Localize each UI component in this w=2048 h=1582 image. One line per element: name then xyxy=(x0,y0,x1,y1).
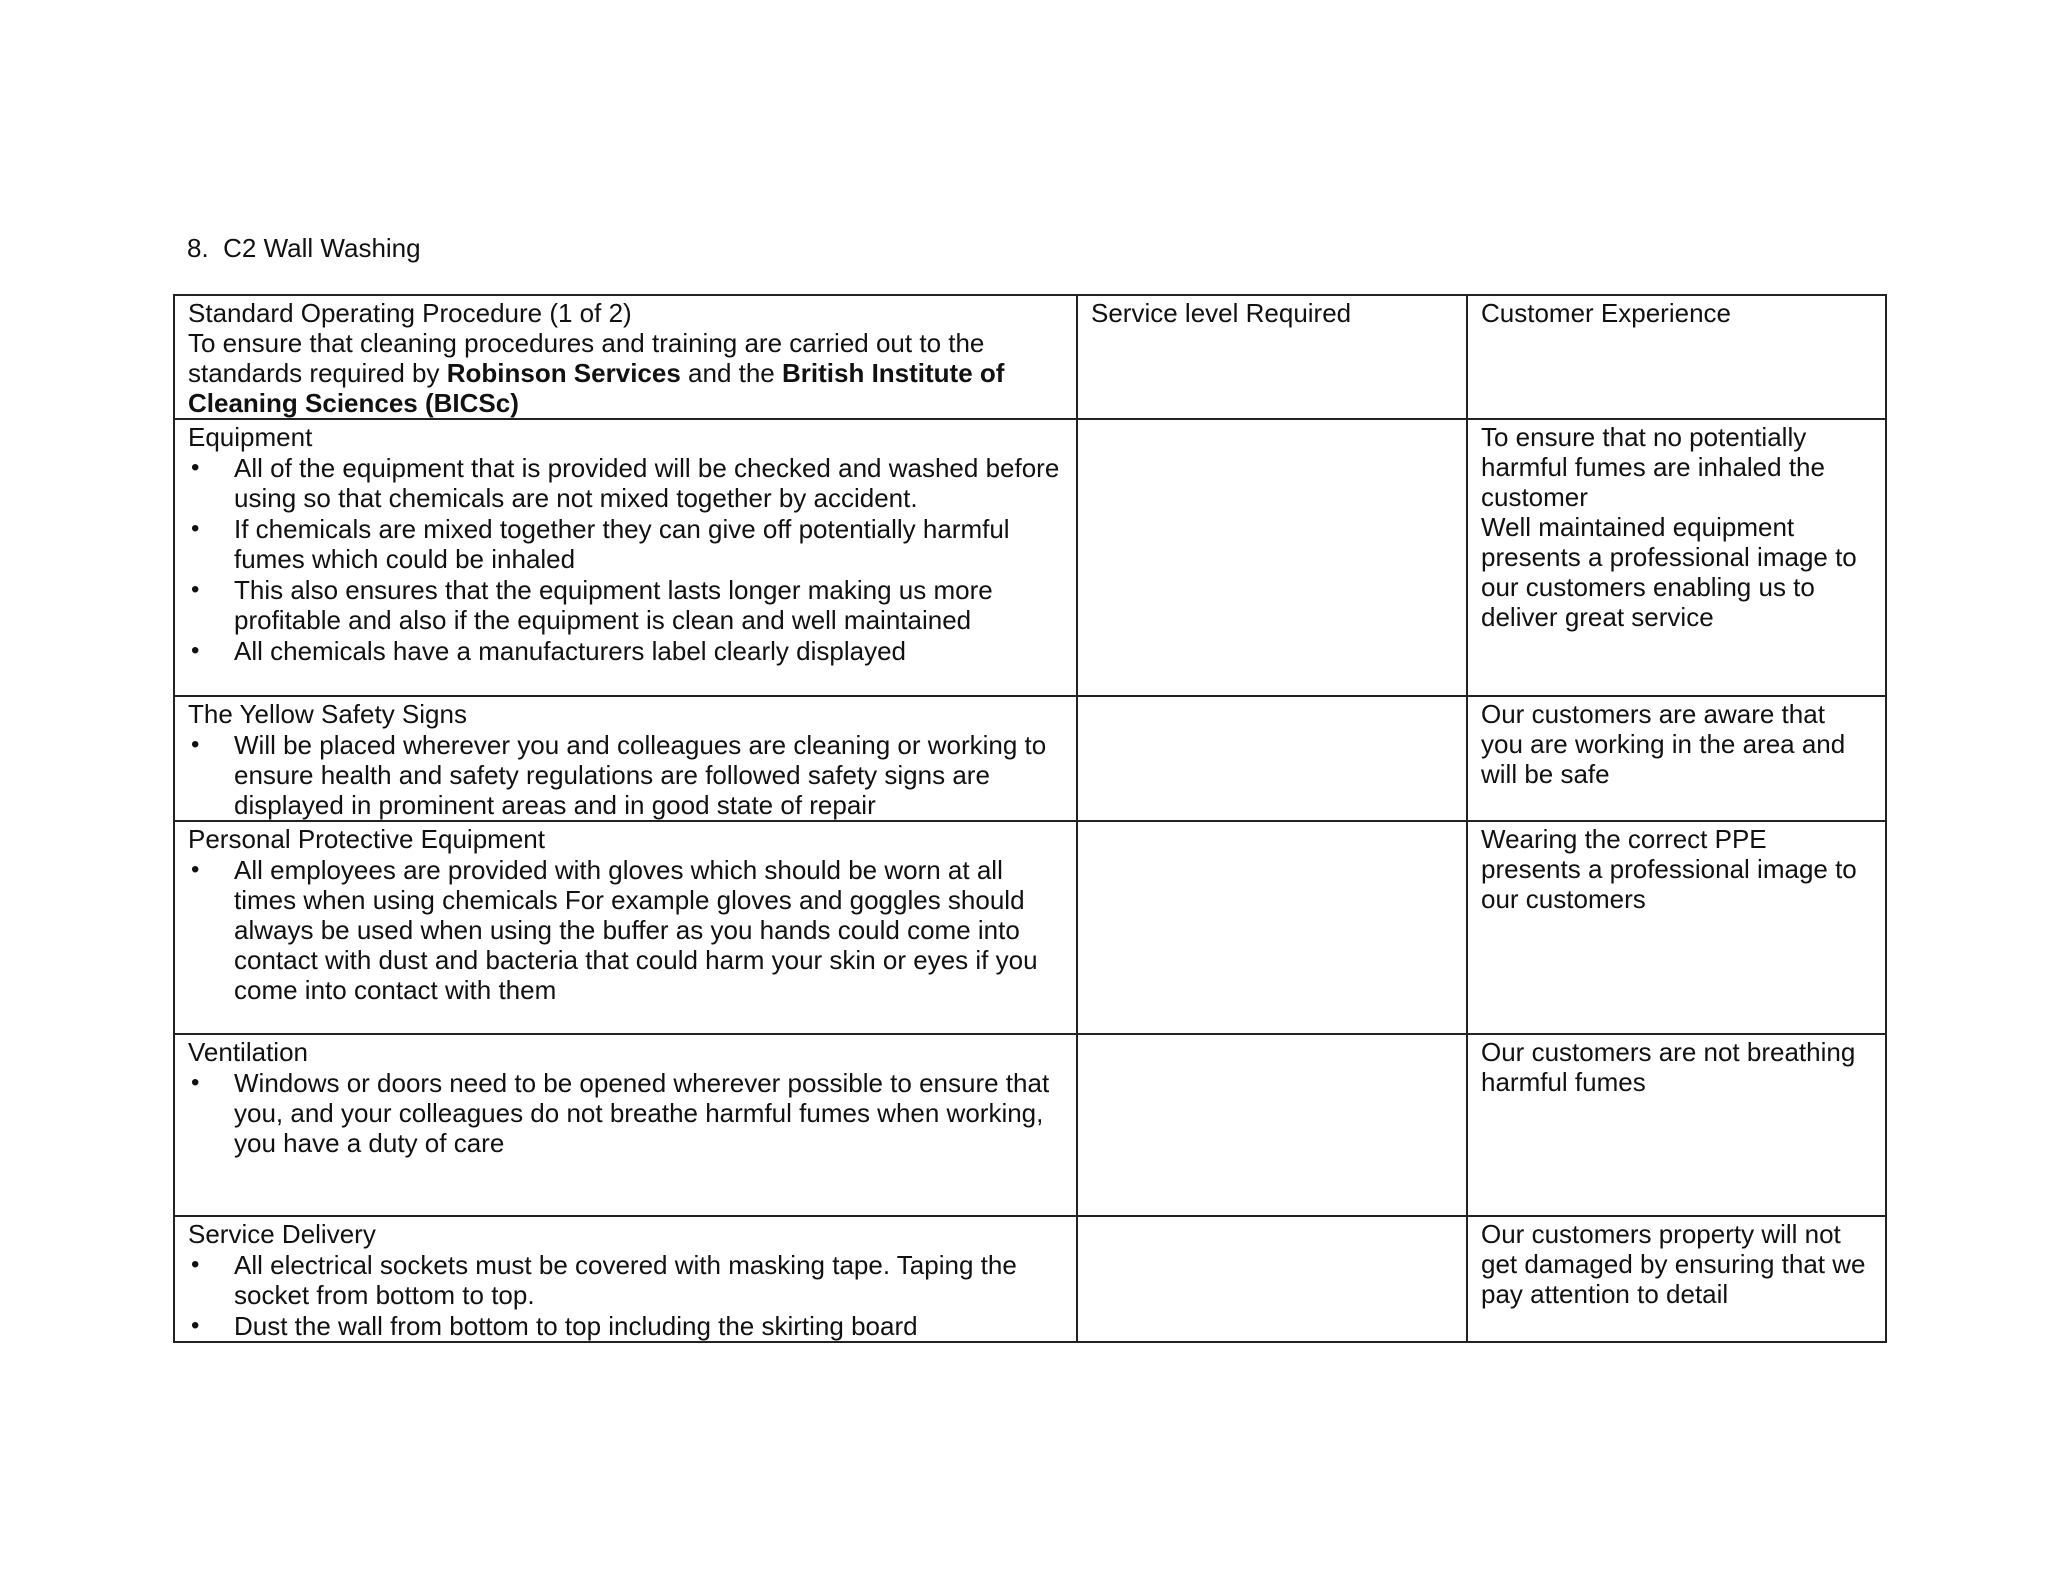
sop-institute-name: British Institute of Cleaning Sciences (BICSc) xyxy=(188,358,1005,418)
list-item-text: Dust the wall from bottom to top including the skirting board xyxy=(234,1311,918,1341)
customer-text: Well maintained equipment presents a professional image to our customers enabling us to deliver great service xyxy=(1481,512,1857,632)
bullet-list xyxy=(188,1068,1064,1158)
list-item-text: All electrical sockets must be covered with masking tape. Taping the socket from bottom to top. xyxy=(234,1250,1017,1310)
bullet-list xyxy=(188,730,1064,820)
customer-experience-cell xyxy=(1467,696,1886,821)
table-row xyxy=(174,419,1886,696)
customer-experience-cell xyxy=(1467,419,1886,696)
service-level-cell xyxy=(1077,696,1467,821)
service-level-cell xyxy=(1077,1034,1467,1216)
service-level-cell xyxy=(1077,821,1467,1034)
customer-experience-cell xyxy=(1467,821,1886,1034)
customer-text: Our customers property will not get damaged by ensuring that we pay attention to detail xyxy=(1481,1219,1866,1309)
list-item xyxy=(188,1068,1064,1158)
sop-intro-text: To ensure that cleaning procedures and training are carried out to the standards required by xyxy=(188,328,985,388)
list-item-text: All employees are provided with gloves which should be worn at all times when using chemicals For example gloves and goggles should always be used when using the buffer as you hands could come into contact with dust and bacteria that could harm your skin or eyes if you come into contact with them xyxy=(234,855,1038,1005)
customer-experience-cell xyxy=(1467,1034,1886,1216)
sop-intro-connector: and the xyxy=(680,358,782,388)
customer-text: Wearing the correct PPE presents a professional image to our customers xyxy=(1481,824,1857,914)
list-item xyxy=(188,730,1064,820)
list-item xyxy=(188,855,1064,1005)
bullet-icon: • xyxy=(191,637,200,664)
bullet-icon: • xyxy=(191,731,200,758)
list-item-text: If chemicals are mixed together they can give off potentially harmful fumes which could be inhaled xyxy=(234,514,1010,574)
list-item xyxy=(188,453,1064,513)
bullet-icon: • xyxy=(191,576,200,603)
bullet-list xyxy=(188,1250,1064,1341)
bullet-icon: • xyxy=(191,856,200,883)
list-item-text: Windows or doors need to be opened wherever possible to ensure that you, and your colleagues do not breathe harmful fumes when working, you have a duty of care xyxy=(234,1068,1050,1158)
table-row xyxy=(174,696,1886,821)
list-item-text: Will be placed wherever you and colleagues are cleaning or working to ensure health and safety regulations are followed safety signs are displayed in prominent areas and in good state of repair xyxy=(234,730,1047,820)
section-title: Service Delivery xyxy=(188,1219,376,1249)
service-level-cell xyxy=(1077,419,1467,696)
procedure-cell xyxy=(174,419,1077,696)
section-title: The Yellow Safety Signs xyxy=(188,699,467,729)
bullet-list xyxy=(188,453,1064,666)
sop-company-name: Robinson Services xyxy=(446,358,681,388)
table-row xyxy=(174,821,1886,1034)
list-item xyxy=(188,575,1064,635)
customer-experience-cell xyxy=(1467,1216,1886,1342)
section-title: Equipment xyxy=(188,422,313,452)
list-item-text: All of the equipment that is provided will be checked and washed before using so that chemicals are not mixed together by accident. xyxy=(234,453,1060,513)
table-header-row xyxy=(174,295,1886,419)
procedure-cell xyxy=(174,696,1077,821)
section-title: Personal Protective Equipment xyxy=(188,824,545,854)
list-item xyxy=(188,636,1064,666)
bullet-list xyxy=(188,855,1064,1005)
bullet-icon: • xyxy=(191,515,200,542)
service-level-cell xyxy=(1077,1216,1467,1342)
bullet-icon: • xyxy=(191,1069,200,1096)
list-item-text: All chemicals have a manufacturers label clearly displayed xyxy=(234,636,906,666)
customer-text: Our customers are aware that you are working in the area and will be safe xyxy=(1481,699,1846,789)
section-title: Ventilation xyxy=(188,1037,308,1067)
procedure-cell xyxy=(174,1216,1077,1342)
service-level-header: Service level Required xyxy=(1077,295,1467,419)
sop-title: Standard Operating Procedure (1 of 2) xyxy=(188,298,632,328)
page-heading: 8. C2 Wall Washing xyxy=(187,233,421,263)
customer-text: Our customers are not breathing harmful fumes xyxy=(1481,1037,1856,1097)
sop-table xyxy=(173,294,1887,1343)
list-item xyxy=(188,1311,1064,1341)
customer-text: To ensure that no potentially harmful fumes are inhaled the customer xyxy=(1481,422,1825,512)
bullet-icon: • xyxy=(191,1251,200,1278)
list-item xyxy=(188,514,1064,574)
list-item xyxy=(188,1250,1064,1310)
sop-header-cell xyxy=(174,295,1077,419)
customer-experience-header: Customer Experience xyxy=(1467,295,1886,419)
table-row xyxy=(174,1216,1886,1342)
bullet-icon: • xyxy=(191,1312,200,1339)
bullet-icon: • xyxy=(191,454,200,481)
list-item-text: This also ensures that the equipment lasts longer making us more profitable and also if the equipment is clean and well maintained xyxy=(234,575,993,635)
procedure-cell xyxy=(174,821,1077,1034)
procedure-cell xyxy=(174,1034,1077,1216)
table-row xyxy=(174,1034,1886,1216)
